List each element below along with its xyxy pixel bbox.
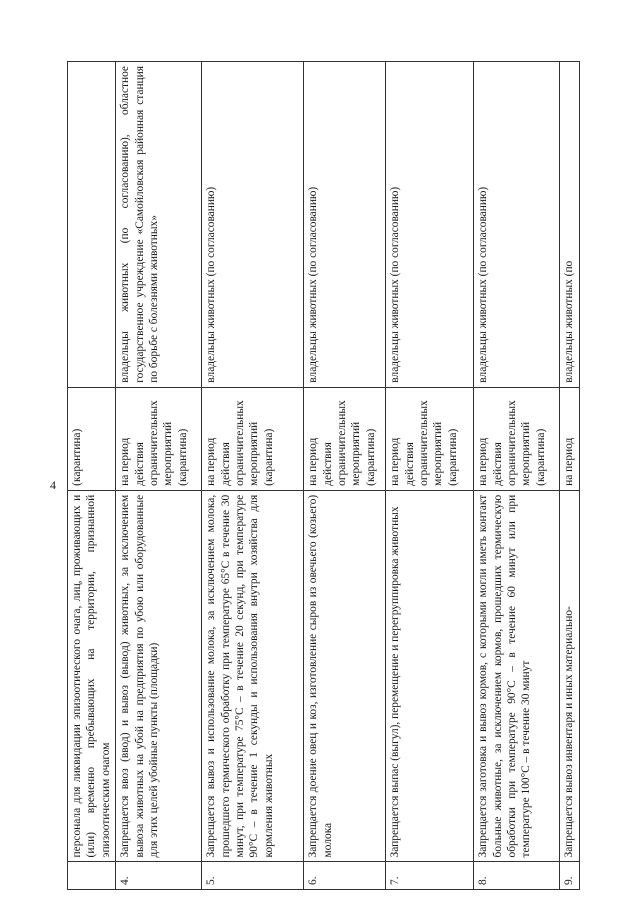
action-cell: Запрещается доение овец и коз, изготовление сыров из овечьего (козьего) молока — [304, 490, 386, 862]
period-cell: на период действия ограничительных мероприятий (карантина) — [386, 387, 474, 490]
action-cell: Запрещается ввоз (ввод) и вывоз (вывод) животных, за исключением вывоза животных на убой на предприятия по убою или оборудованные для этих целей убойные пункты (площадки) — [116, 490, 202, 862]
responsible-cell: владельцы животных (по согласованию) — [304, 62, 386, 388]
table-row — [560, 62, 580, 890]
responsible-cell: владельцы животных (по согласованию), областное государственное учреждение «Самойловская районная станция по борьбе с болезнями животных» — [116, 62, 202, 388]
period-cell: на период — [560, 387, 580, 490]
responsible-cell — [68, 62, 116, 388]
action-cell: Запрещается вывоз и использование молока, за исключением молока, прошедшего термического обработку при температуре 65°С в течение 30 минут, при температуре 75°С – в течение 20 секунд, при температуре 90°С – в течение 1 секунды и использования внутри хозяйства для кормления животных — [202, 490, 304, 862]
action-cell: Запрещается выпас (выгул), перемещение и перегруппировка животных — [386, 490, 474, 862]
responsible-cell: владельцы животных (по — [560, 62, 580, 388]
table-row — [68, 62, 116, 890]
page-number: 4 — [50, 478, 56, 492]
responsible-cell: владельцы животных (по согласованию) — [386, 62, 474, 388]
table-row — [202, 62, 304, 890]
action-cell: персонала для ликвидации эпизоотического очага, лиц, проживающих и (или) временно пребывающих на территории, признанной эпизоотическим очагом — [68, 490, 116, 862]
rotated-document-page — [67, 61, 598, 890]
period-cell: на период действия ограничительных мероприятий (карантина) — [474, 387, 560, 490]
action-cell: Запрещается заготовка и вывоз кормов, с которыми могли иметь контакт больные животные, за исключением кормов, прошедших термическую обработки при температуре 90°С – в течение 60 минут или при температуре 100°С – в течение 30 минут — [474, 490, 560, 862]
responsible-cell: владельцы животных (по согласованию) — [202, 62, 304, 388]
measures-table — [67, 61, 580, 890]
row-number — [68, 862, 116, 890]
table-row — [304, 62, 386, 890]
table-row — [116, 62, 202, 890]
responsible-cell: владельцы животных (по согласованию) — [474, 62, 560, 388]
period-cell: на период действия ограничительных мероприятий (карантина) — [116, 387, 202, 490]
period-cell: на период действия ограничительных мероприятий (карантина) — [202, 387, 304, 490]
period-cell: (карантина) — [68, 387, 116, 490]
row-number: 5. — [202, 862, 304, 890]
action-cell: Запрещается вывоз инвентаря и иных материально- — [560, 490, 580, 862]
row-number: 6. — [304, 862, 386, 890]
period-cell: на период действия ограничительных мероприятий (карантина) — [304, 387, 386, 490]
table-row — [474, 62, 560, 890]
row-number: 9. — [560, 862, 580, 890]
table-row — [386, 62, 474, 890]
row-number: 8. — [474, 862, 560, 890]
row-number: 4. — [116, 862, 202, 890]
row-number: 7. — [386, 862, 474, 890]
